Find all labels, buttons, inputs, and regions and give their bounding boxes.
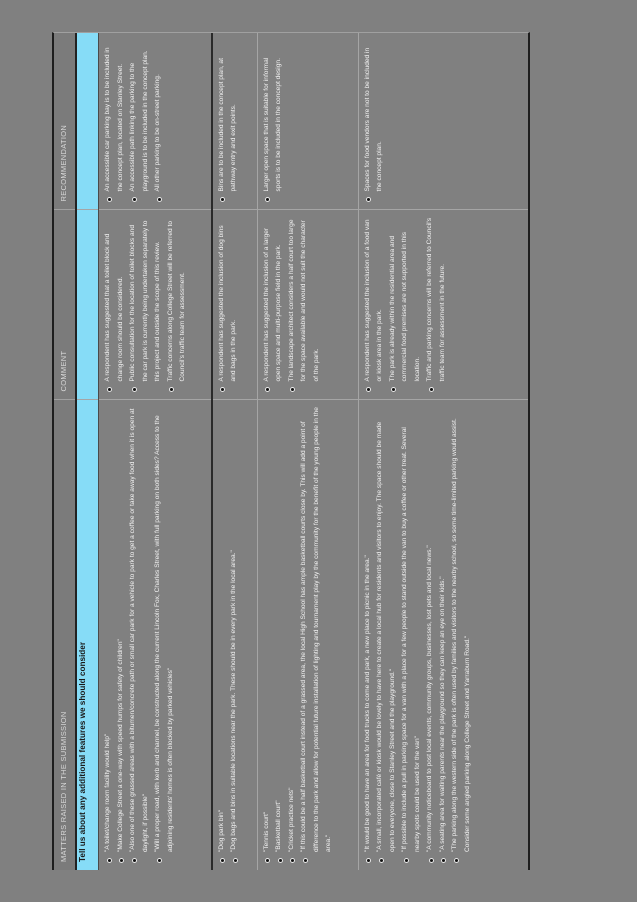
list-item: Traffic and parking concerns will be referred to Council's traffic team for assessment in the future. (424, 217, 449, 382)
list-item: "If possible to include a pull in parking space for a van with a place for a few people to stand outside the van to buy a coffee or other treat. Several nearby spots could be used for the van" (399, 407, 424, 853)
list-item: "A seating area for waiting parents near the playground so they can keep an eye on their kids." (437, 407, 450, 853)
comment-cell (99, 210, 212, 400)
section-heading-row (76, 32, 99, 870)
recommendation-cell (257, 32, 358, 210)
list-item: "A small, incorporated café or kiosk would be lovely to have here to create a local hub for residents and visitors to enjoy. The space should be made open to everyone, close to Stanley Street and the playground." (374, 407, 399, 853)
list-item: An accessible car parking bay is to be included in the concept plan, located on Stanley Street. (102, 38, 127, 192)
list-item: "A toilet/change room facility would help" (102, 407, 115, 853)
comment-cell (358, 210, 529, 400)
list-item: "Will a proper road, with kerb and channel, be constructed along the current Lincoln Fox, Charles Street, with full parking on both sides? Access to the adjoining residents' homes is often blocked by parked vehicles" (152, 407, 177, 853)
list-item: "Cricket practice nets" (286, 407, 299, 853)
table-row (358, 32, 529, 870)
list-item: Bins are to be included in the concept plan, at pathway entry and exit points. (216, 38, 241, 192)
matters-cell (212, 400, 257, 870)
header-recommendation: RECOMMENDATION (53, 32, 77, 210)
list-item: "Make College Street a one-way with speed humps for safety of children" (115, 407, 128, 853)
list-item: A respondent has suggested that a toilet block and change room should be considered. (102, 217, 127, 382)
list-item: "Also one of these grassed areas with a bitumen/concrete path or small car park for a vehicle to park to get a coffee or take away food when it is open at daylight, if possible" (127, 407, 152, 853)
recommendation-cell (358, 32, 529, 210)
matters-cell (257, 400, 358, 870)
list-item: A respondent has suggested the inclusion of a larger open space and multi-purpose field in the park. (261, 217, 286, 382)
list-item: A respondent has suggested the inclusion of a food van or kiosk area in the park. (362, 217, 387, 382)
rotated-document-page (52, 32, 530, 870)
list-item: "Dog park bin" (216, 407, 229, 853)
list-item: "It would be good to have an area for food trucks to come and park, a new place to picnic in the area." (362, 407, 375, 853)
list-item: "Tennis court" (261, 407, 274, 853)
list-item: Traffic concerns along College Street will be referred to Council's traffic team for assessment. (165, 217, 190, 382)
list-item: Public consultation for the location of toilet blocks and the car park is currently being undertaken separately to this project and outside the scope of this review. (127, 217, 165, 382)
header-matters-raised: MATTERS RAISED IN THE SUBMISSION (53, 400, 77, 870)
list-item: An accessible path linking the parking to the playground is to be included in the concept plan. (127, 38, 152, 192)
submissions-table (52, 32, 530, 870)
list-item: All other parking to be on-street parking. (152, 38, 165, 192)
section-heading-fill (76, 210, 99, 400)
list-item: "The parking along the western side of the park is often used by families and visitors to the nearby school, so some time-limited parking would assist. Consider some angled parking along College Street and Yarraburn Road." (449, 407, 474, 853)
section-heading: Tell us about any additional features we should consider (76, 400, 99, 870)
table-row (212, 32, 257, 870)
recommendation-cell (212, 32, 257, 210)
list-item: A respondent has suggested the inclusion of dog bins and bags in the park. (216, 217, 241, 382)
list-item: Larger open space that is suitable for informal sports is to be included in the concept design. (261, 38, 286, 192)
comment-cell (257, 210, 358, 400)
recommendation-cell (99, 32, 212, 210)
list-item: "Basketball court" (273, 407, 286, 853)
list-item: "Dog bags and bins in suitable locations near the park. These should be in every park in the local area." (228, 407, 241, 853)
table-row (99, 32, 212, 870)
section-heading-fill (76, 32, 99, 210)
table-header-row (53, 32, 77, 870)
matters-cell (358, 400, 529, 870)
comment-cell (212, 210, 257, 400)
list-item: The landscape architect considers a half court too large for the space available and would not suit the character of the park. (286, 217, 324, 382)
list-item: The park is already within the residential area and commercial food premises are not supported in this location. (387, 217, 425, 382)
table-row (257, 32, 358, 870)
list-item: "If this could be a half basketball court instead of a grassed area, the local High School has ample basketball courts close by. This will add a point of difference to the park and allow for potential future installation of lighting and tournament play by the community for the benefit of the young people in the area." (298, 407, 336, 853)
matters-cell (99, 400, 212, 870)
list-item: Spaces for food vendors are not to be included in the concept plan. (362, 38, 387, 192)
header-comment: COMMENT (53, 210, 77, 400)
list-item: "A community noticeboard to post local events, community groups, businesses, lost pets and local news." (424, 407, 437, 853)
